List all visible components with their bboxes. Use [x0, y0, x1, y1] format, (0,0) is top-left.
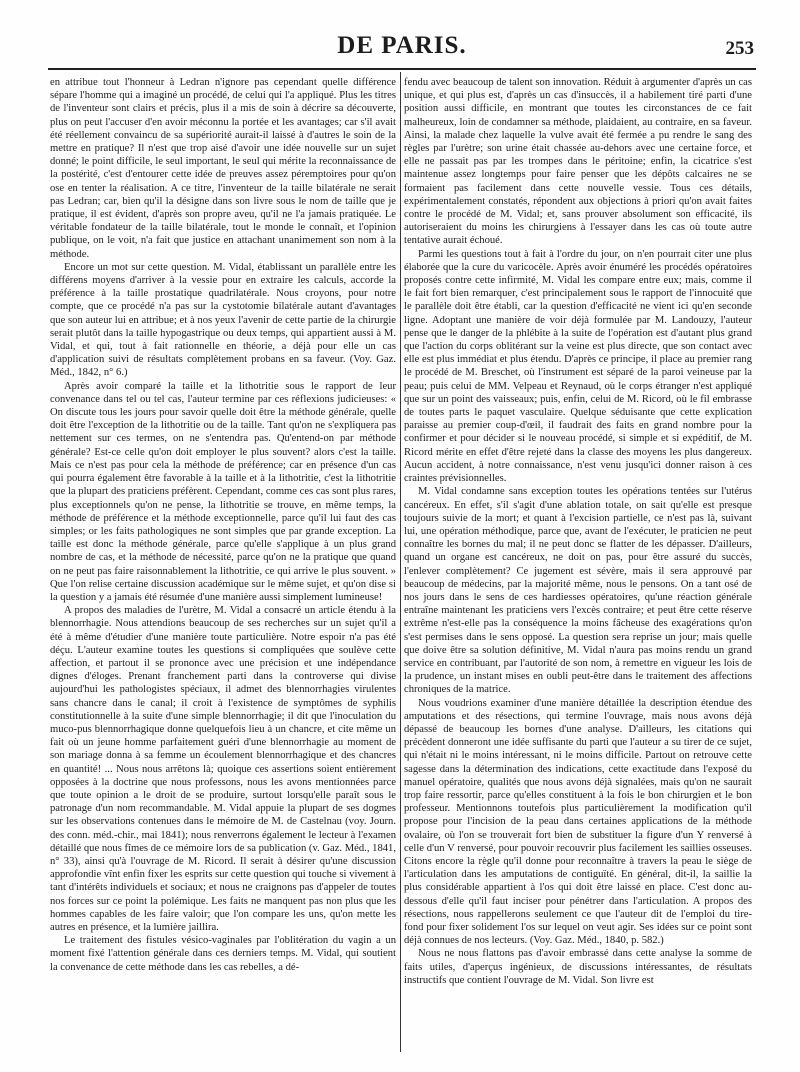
paragraph: A propos des maladies de l'urètre, M. Vidal a consacré un article étendu à la blennorrhagie. Nous attendions beaucoup de ses recherches sur un sujet qu'il a été à même d'étudier d'une manière toute particulière. Notre espoir n'a pas été déçu. L'auteur examine toutes les questions si compliquées que soulève cette affection, et partout il se prononce avec une précision et une indépendance dignes d'éloges. Prenant franchement parti dans la controverse qui divise aujourd'hui les pathologistes spéciaux, il admet des blennorrhagies virulentes sans chancre dans le canal; il croit à l'existence de symptômes de syphilis constitutionnelle à la suite d'une simple blennorrhagie; il dit que l'inoculation du muco-pus blennorrhagique donne quelquefois lieu à un chancre, et cite même un fait où un jeune homme parfaitement guéri d'une blennorrhagie au moment de son mariage donna à sa femme un écoulement blennorrhagique et des chancres en quantité! ... Nous nous arrêtons là; quoique ces assertions soient entièrement opposées à la doctrine que nous professons, nous les avons mentionnées parce que toute opinion a le droit de se produire, surtout lorsqu'elle paraît sous le patronage d'un nom recommandable. M. Vidal appuie la plupart de ses dogmes sur les observations contenues dans le mémoire de M. de Castelnau (voy. Journ. des conn. méd.-chir., mai 1841); nous renverrons également le lecteur à l'examen détaillé que nous fîmes de ce mémoire lors de sa publication (v. Gaz. Méd., 1841, n° 33), ainsi qu'à l'ouvrage de M. Ricord. Il serait à désirer qu'une discussion approfondie vînt enfin fixer les esprits sur cette question qui touche si vivement à tant d'intérêts individuels et sociaux; et nous ne craignons pas d'appeler de toutes nos forces sur ce point la polémique. Les faits ne manquent pas non plus que les hommes capables de les faire valoir; que l'on compare les uns, qu'on mette les autres en présence, et la lumière jaillira.: [50, 605, 396, 933]
column-divider: [400, 72, 401, 1052]
right-column: [404, 76, 752, 1046]
page-header: [48, 28, 756, 70]
paragraph: M. Vidal condamne sans exception toutes les opérations tentées sur l'utérus cancéreux. En effet, s'il s'agit d'une ablation totale, on sait qu'elle est presque toujours suivie de la mort; et quant à l'excision partielle, ce n'est pas là, suivant lui, une opération méthodique, parce que, avant de l'exécuter, le praticien ne peut connaître les bornes du mal; il ne peut donc se flatter de les dépasser. D'ailleurs, quand un organe est cancéreux, ne doit on pas, pour être assuré du succès, l'enlever complètement? Ce jugement est sévère, mais il sera approuvé par beaucoup de médecins, par la majorité même, nous le pensons. On a tant osé de nos jours dans le sens de ces hardiesses opératoires, qu'une réaction générale entraîne maintenant les praticiens vers l'excès contraire; et peut être cette réserve extrême n'est-elle pas la conséquence la moins fâcheuse des exagérations qu'on s'est permises dans le sens opposé. La question sera reprise un jour; mais quelle que doive être sa solution définitive, M. Vidal n'aura pas moins rendu un grand service en contribuant, par l'autorité de son nom, à remettre en vigueur les lois de la prudence, un instant mises en oubli peut-être dans le traitement des affections chroniques de la matrice.: [404, 486, 752, 696]
paragraph: fendu avec beaucoup de talent son innovation. Réduit à argumenter d'après un cas unique, et qui plus est, d'après un cas d'insuccès, il a habilement tiré parti d'une position aussi difficile, en montrant que toutes les circonstances de ce fait malheureux, loin de condamner sa méthode, plaidaient, au contraire, en sa faveur. Ainsi, la malade chez laquelle la vulve avait été fermée a pu rendre le sang des règles par l'urètre; son urine était chassée au-dehors avec une certaine force, et elle ne passait pas par les trompes dans le péritoine; enfin, la cicatrice s'est maintenue assez longtemps pour faire penser que les dépôts calcaires ne se formaient pas facilement dans cette nouvelle vessie. Tous ces détails, expérimentalement constatés, répondent aux objections à priori qu'on avait faites contre le procédé de M. Vidal; et, sans prouver absolument son efficacité, ils autoriseraient du moins les chirurgiens à l'essayer dans les cas où toute autre tentative aurait échoué.: [404, 77, 752, 247]
paragraph: Encore un mot sur cette question. M. Vidal, établissant un parallèle entre les différens moyens d'arriver à la vessie pour en extraire les calculs, accorde la préférence à la taille prostatique quadrilatérale. Nous croyons, pour notre compte, que ce procédé n'a pas sur la cystotomie bilatérale autant d'avantages que son auteur lui en attribue; et à nos yeux l'avenir de cette partie de la chirurgie serait plutôt dans la taille hypogastrique ou deux temps, qui appartient aussi à M. Vidal, et qui, tout à fait rationnelle en théorie, a déjà pour elle un cas d'application suivi de résultats complètement probans en sa faveur. (Voy. Gaz. Méd., 1842, n° 6.): [50, 261, 396, 379]
page-title: DE PARIS.: [337, 32, 467, 59]
left-column: [50, 76, 396, 1046]
paragraph: Nous ne nous flattons pas d'avoir embrassé dans cette analyse la somme de faits utiles, d'aperçus ingénieux, de discussions intéressantes, de résultats instructifs que contient l'ouvrage de M. Vidal. Son livre est: [404, 948, 752, 986]
paragraph: Le traitement des fistules vésico-vaginales par l'oblitération du vagin a un moment fixé l'attention générale dans ces derniers temps. M. Vidal, qui soutient la convenance de cette méthode dans les cas rebelles, a dé-: [50, 935, 396, 973]
paragraph: Nous voudrions examiner d'une manière détaillée la description étendue des amputations et des résections, qui termine l'ouvrage, mais nous avons déjà dépassé de beaucoup les bornes d'une analyse. D'ailleurs, les citations qui précèdent donneront une idée suffisante du parti que l'auteur a su tirer de ce sujet, qui n'était ni le moins intéressant, ni le moins difficile. Partout on retrouve cette sagesse dans la détermination des indications, cette exactitude dans l'exposé du manuel opératoire, qualités que nous avons déjà signalées, mais qu'on ne saurait trop faire ressortir, parce qu'elles constituent à la fois le bon chirurgien et le bon professeur. Mentionnons toutefois plus particulièrement la modification qu'il propose pour l'incision de la peau dans certaines applications de la méthode ovalaire, où l'on se trouverait fort bien de substituer la figure d'un Y renversé à celle d'un V renversé, pour pouvoir recouvrir plus facilement les saillies osseuses. Citons encore la règle qu'il donne pour reconnaître à travers la peau le siège de l'articulation dans les amputations de contiguïté. En général, dit-il, la saillie la plus considérable appartient à l'os qui doit être laissé en place. C'est donc au-dessous d'elle qu'il faut inciser pour pénétrer dans l'articulation. A propos des résections, nous rappellerons seulement ce que l'auteur dit de l'emploi du tire-fond pour fixer solidement l'os sur lequel on veut agir. Ses idées sur ce point sont déjà connues de nos lecteurs. (Voy. Gaz. Méd., 1840, p. 582.): [404, 697, 752, 947]
paragraph: en attribue tout l'honneur à Ledran n'ignore pas cependant quelle différence sépare l'homme qui a imaginé un procédé, de celui qui l'a appliqué. Plus les titres de l'inventeur sont clairs et précis, plus il a mis de soin à décrire sa découverte, plus on peut l'accuser d'en avoir méconnu la portée et les avantages; car s'il avait été réellement convaincu de sa supériorité aurait-il laissé à d'autres le soin de la mettre en pratique? Il n'est que trop aisé d'avoir une idée nouvelle sur un sujet donné; le point difficile, le seul important, le seul qui mérite la reconnaissance de la postérité, c'est d'entourer cette idée de preuves assez péremptoires pour qu'on ose en tenter la réalisation. A ce titre, l'inventeur de la taille bilatérale ne serait pas Ledran; car, bien qu'il la désigne dans son livre sous le nom de taille que je pratique, il est évident, d'après son propre aveu, qu'il ne l'a jamais pratiquée. Le véritable fondateur de la taille bilatérale, tout le monde le connaît, et l'opinion publique, on le voit, n'a fait que justice en attachant unanimement son nom à la méthode.: [50, 77, 396, 260]
paragraph: Après avoir comparé la taille et la lithotritie sous le rapport de leur convenance dans tel ou tel cas, l'auteur termine par ces réflexions judicieuses: « On discute tous les jours pour savoir quelle doit être la méthode générale, quelle doit être l'exception de la lithotritie ou de la taille. Tant qu'on ne s'expliquera pas nettement sur ces termes, on ne s'entendra pas. Qu'entend-on par méthode générale? Est-ce celle qu'on doit employer le plus souvent? alors c'est la taille. Mais ce n'est pas pour cela la méthode de préférence; car en présence d'un cas qui pourra également être favorable à la taille et à la lithotritie, c'est la lithotritie que la plupart des praticiens préfèrent. Cependant, comme ces cas sont plus rares, plus exceptionnels qu'on ne pense, la lithotritie se trouve, en même temps, la méthode de préférence et la méthode exceptionnelle, parce qu'il lui faut des cas simples; or les faits pathologiques ne sont simples que par grande exception. La taille est donc la méthode générale, parce qu'elle s'applique à un plus grand nombre de cas, et la méthode de nécessité, parce qu'on ne la pratique que quand on ne peut pas faire raisonnablement la lithotritie, ce qui arrive le plus souvent. » Que l'on relise certaine discussion académique sur le même sujet, et qu'on dise si la question y a jamais été résumée d'une manière aussi simplement lumineuse!: [50, 380, 396, 603]
paragraph: Parmi les questions tout à fait à l'ordre du jour, on n'en pourrait citer une plus élaborée que la cure du varicocèle. Après avoir énuméré les procédés opératoires proposés contre cette infirmité, M. Vidal les compare entre eux; mais, comme il le fait fort bien remarquer, c'est principalement sous le rapport de l'innocuité que le parallèle doit être établi, car la question d'efficacité ne vient ici qu'en seconde ligne. Adoptant une manière de voir déjà formulée par M. Landouzy, l'auteur pense que le danger de la phlébite à la suite de l'opération est d'autant plus grand que l'action du corps oblitérant sur la veine est plus directe, que son contact avec elle est plus immédiat et plus étendu. D'après ce principe, il place au premier rang le procédé de M. Breschet, où l'instrument est séparé de la paroi veineuse par la peau; puis celui de MM. Velpeau et Reynaud, où le corps étranger n'est appliqué que sur un point des vaisseaux; puis, enfin, celui de M. Ricord, où le fil embrasse de toutes parts le paquet vasculaire. Quelque séduisante que cette explication paraisse au premier coup-d'œil, il faudrait des faits en grand nombre pour la confirmer et pour décider si le nouveau procédé, si simple et si expéditif, de M. Ricord mérite en effet d'être rejeté dans la classe des moyens les plus dangereux. Aucun accident, à notre connaissance, n'est venu jusqu'ici donner raison à ces craintes prévisionnelles.: [404, 248, 752, 485]
page-number: 253: [725, 38, 754, 59]
